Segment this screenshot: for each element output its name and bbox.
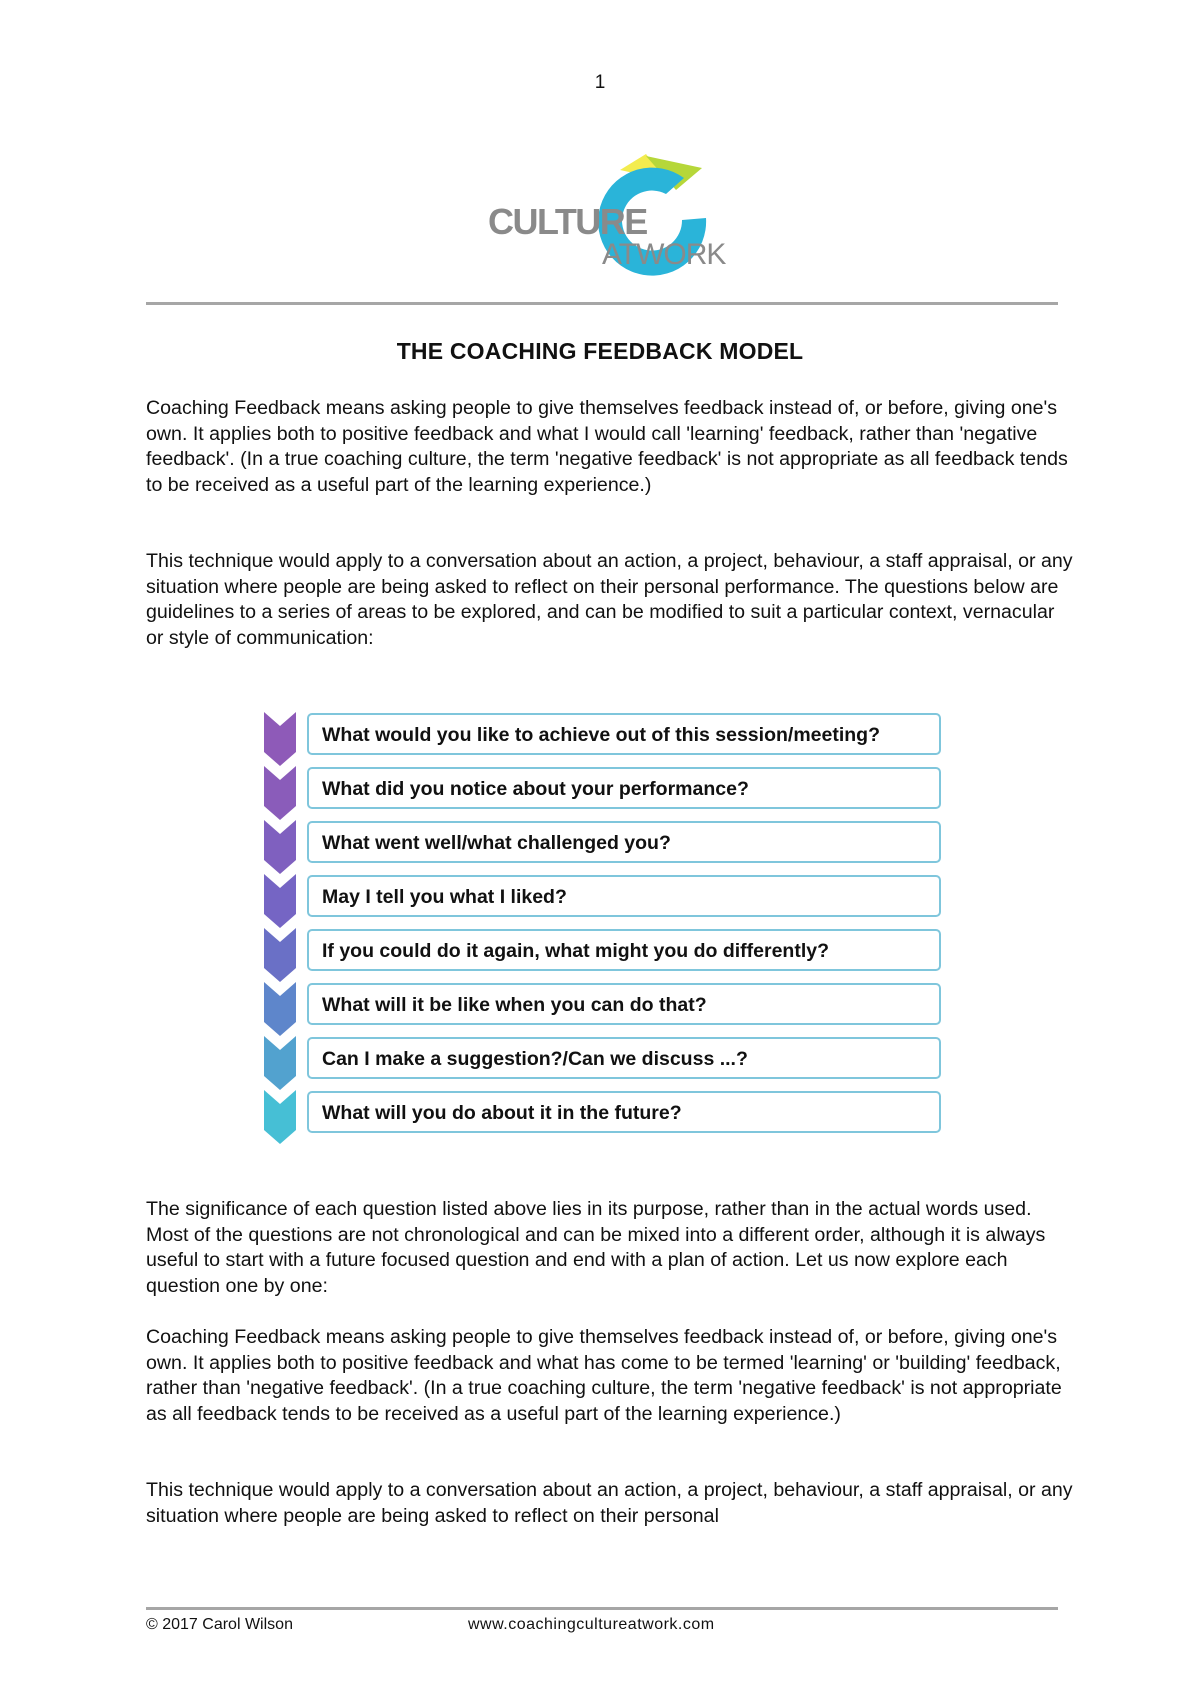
question-item — [264, 1090, 940, 1144]
question-text: What did you notice about your performance? — [322, 778, 749, 800]
significance-paragraph: The significance of each question listed above lies in its purpose, rather than in the actual words used. Most of the questions are not chronological and can be mixed into a different order, although it is always useful to start with a future focused question and end with a plan of action. Let us now explore each question one by one: — [146, 1198, 1046, 1297]
question-item — [264, 820, 940, 874]
coaching-questions-flow — [262, 708, 950, 1148]
repeat-intro-paragraph: Coaching Feedback means asking people to give themselves feedback instead of, or before, giving one's own. It applies both to positive feedback and what has come to be termed 'learning' or 'building' feedback, rather than 'negative feedback'. (In a true coaching culture, the term 'negative feedback' is not appropriate as all feedback tends to be received as a useful part of the learning experience.) — [146, 1326, 1062, 1425]
question-text: If you could do it again, what might you do differently? — [322, 940, 829, 962]
question-text: What will you do about it in the future? — [322, 1102, 682, 1124]
question-text: What went well/what challenged you? — [322, 832, 671, 854]
page-number: 1 — [594, 72, 606, 93]
question-item — [264, 1036, 940, 1090]
question-text: May I tell you what I liked? — [322, 886, 567, 908]
footer-divider — [146, 1607, 1058, 1610]
question-item — [264, 982, 940, 1036]
question-item — [264, 928, 940, 982]
chevron-icon — [264, 1090, 296, 1144]
question-item — [264, 874, 940, 928]
chevron-icon — [264, 712, 296, 766]
question-item — [264, 766, 940, 820]
culture-at-work-logo — [470, 150, 750, 290]
chevron-icon — [264, 982, 296, 1036]
footer-website: www.coachingcultureatwork.com — [468, 1616, 715, 1633]
question-text: Can I make a suggestion?/Can we discuss ...? — [322, 1048, 748, 1070]
chevron-icon — [264, 766, 296, 820]
chevron-icon — [264, 928, 296, 982]
repeat-technique-paragraph: This technique would apply to a conversation about an action, a project, behaviour, a staff appraisal, or any situation where people are being asked to reflect on their personal — [146, 1479, 1073, 1527]
document-title: THE COACHING FEEDBACK MODEL — [396, 338, 804, 364]
chevron-icon — [264, 874, 296, 928]
technique-paragraph: This technique would apply to a conversation about an action, a project, behaviour, a staff appraisal, or any situation where people are being asked to reflect on their personal performance. The questions below are guidelines to a series of areas to be explored, and can be modified to suit a particular context, vernacular or style of communication: — [146, 550, 1073, 649]
chevron-icon — [264, 820, 296, 874]
question-item — [264, 712, 940, 766]
logo-word-culture: CULTURE — [488, 201, 647, 242]
chevron-icon — [264, 1036, 296, 1090]
question-text: What will it be like when you can do that? — [322, 994, 707, 1016]
question-text: What would you like to achieve out of this session/meeting? — [322, 724, 880, 746]
footer-copyright: © 2017 Carol Wilson — [146, 1616, 293, 1633]
header-divider — [146, 302, 1058, 305]
intro-paragraph: Coaching Feedback means asking people to give themselves feedback instead of, or before, giving one's own. It applies both to positive feedback and what I would call 'learning' feedback, rather than 'negative feedback'. (In a true coaching culture, the term 'negative feedback' is not appropriate as all feedback tends to be received as a useful part of the learning experience.) — [146, 397, 1068, 496]
logo-word-atwork: ATWORK — [602, 238, 726, 271]
